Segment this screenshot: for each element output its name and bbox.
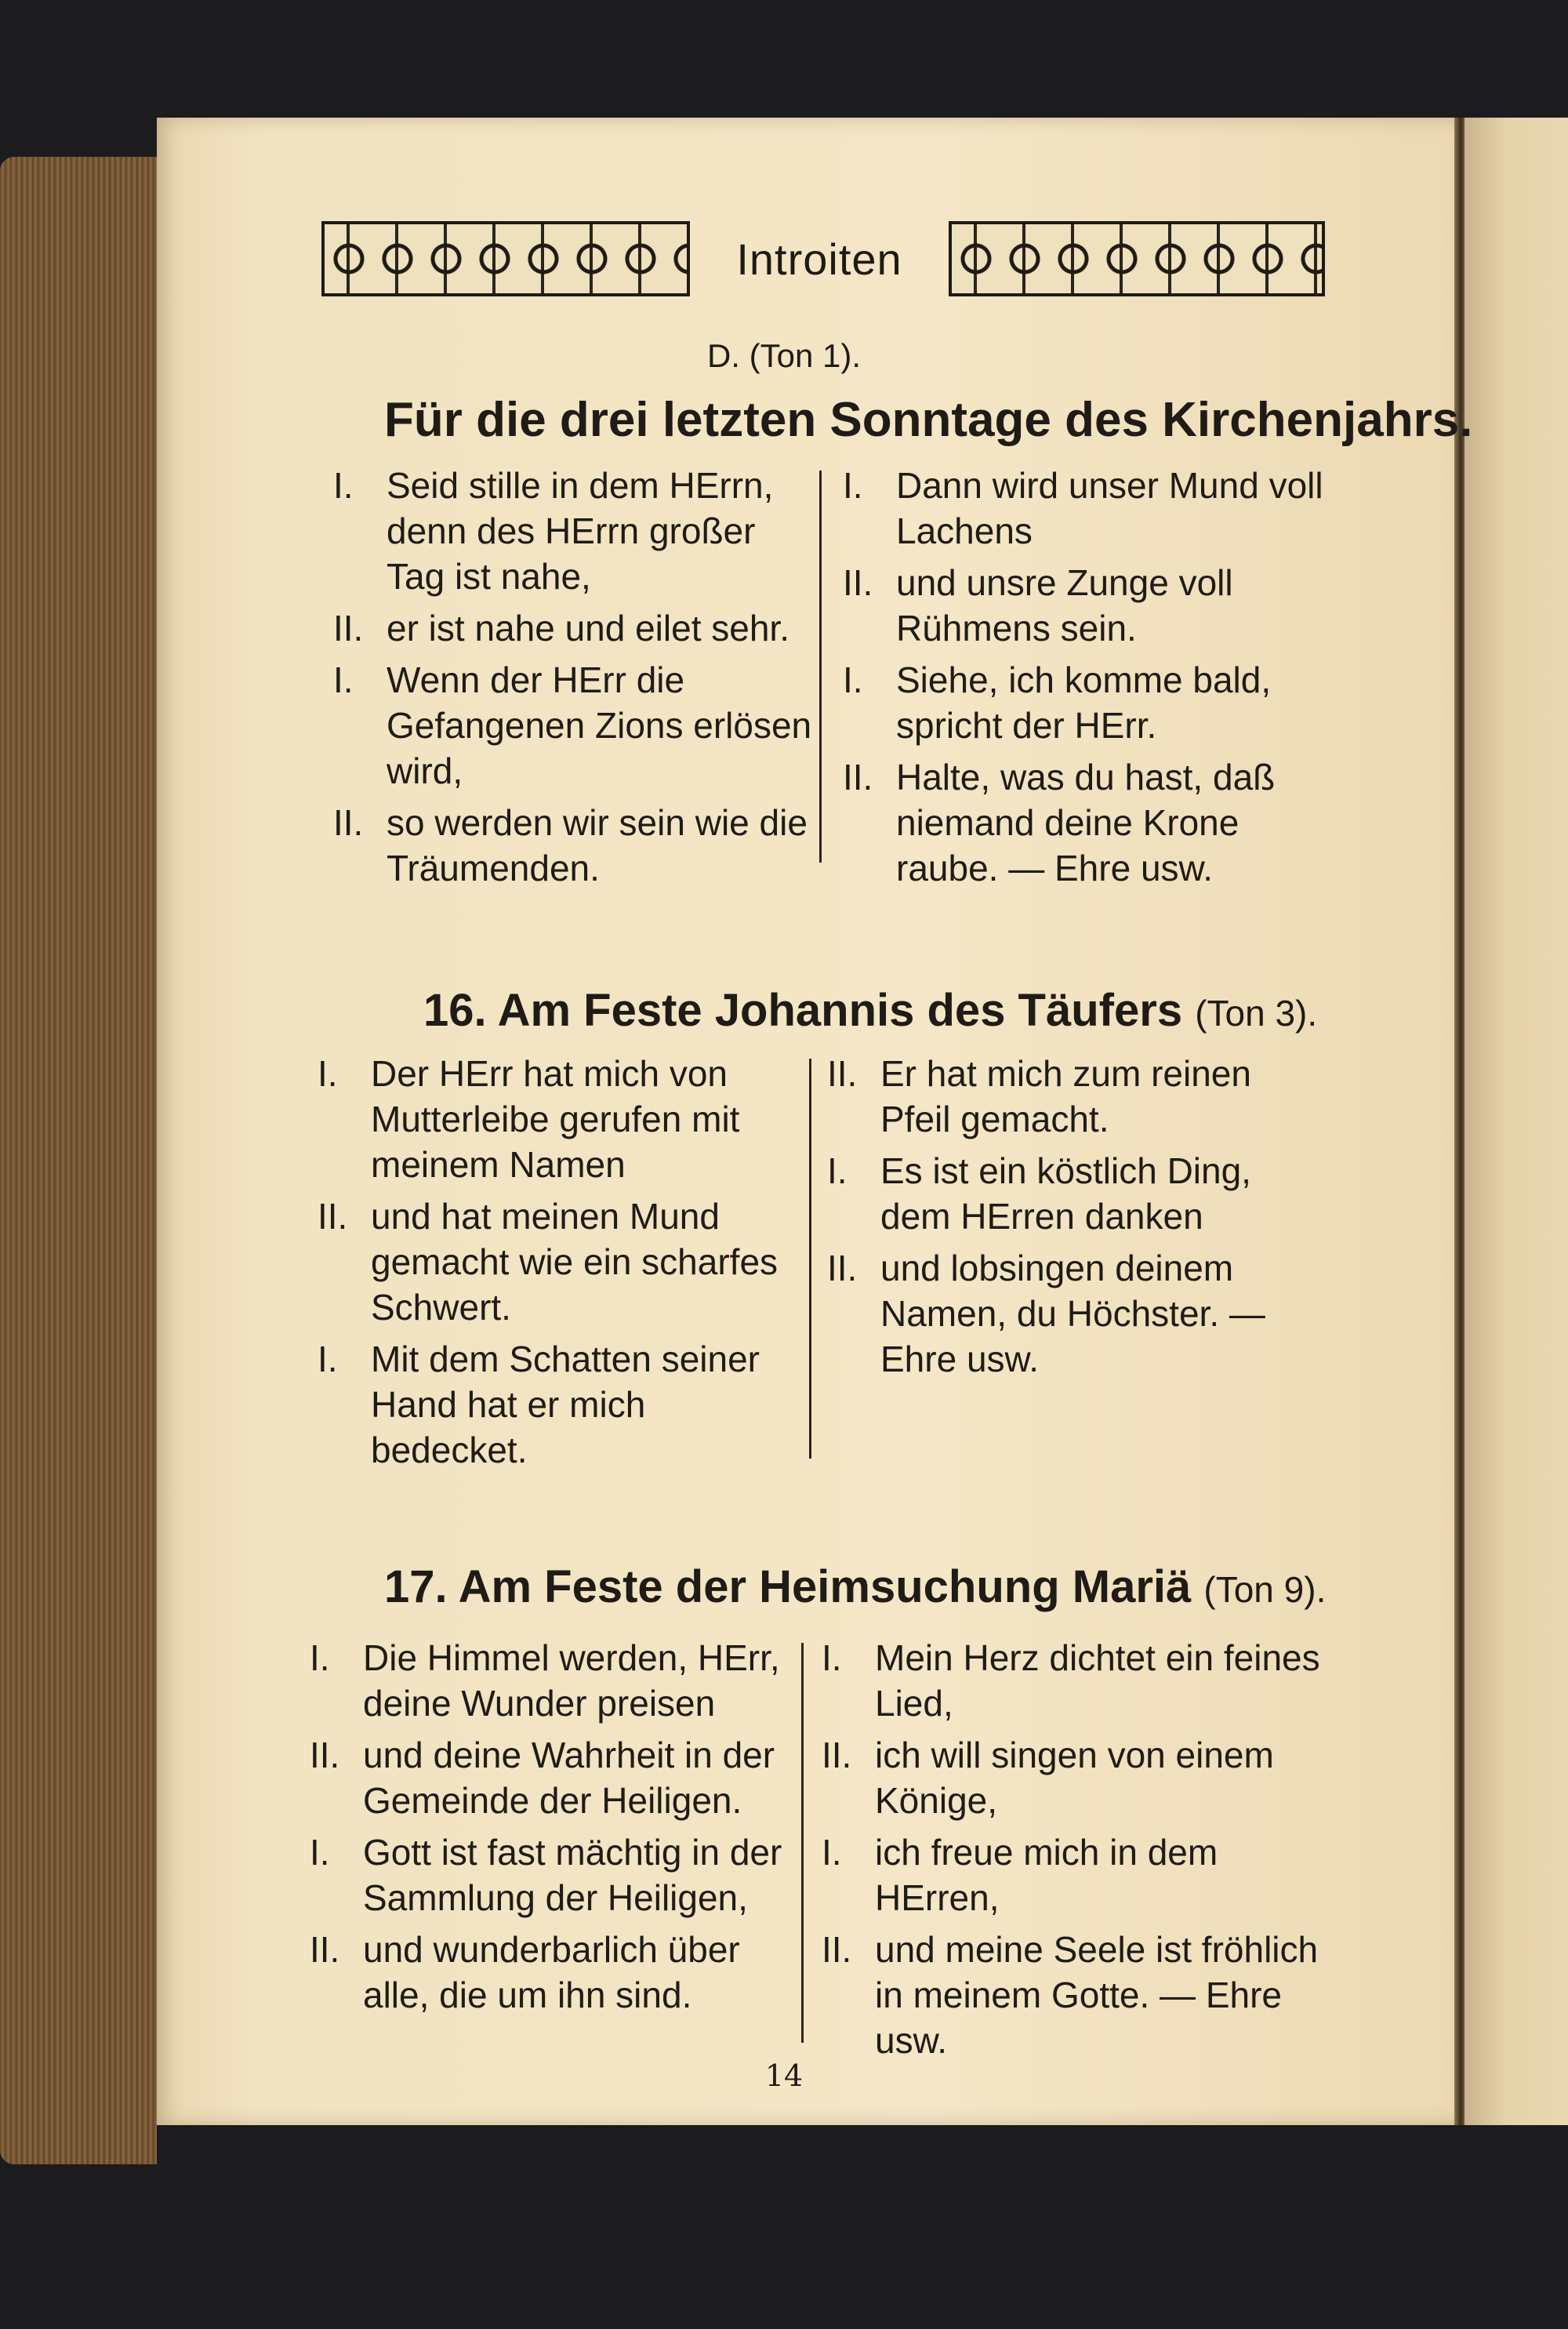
verse-line xyxy=(333,463,815,599)
column-divider xyxy=(809,1059,811,1459)
verse-line xyxy=(310,1829,796,1920)
verse-number: I. xyxy=(333,465,354,506)
verse-line xyxy=(827,1245,1321,1382)
verse-text: und meine Seele ist fröhlich in meinem Gotte. — Ehre usw. xyxy=(875,1929,1319,2061)
verse-number: II. xyxy=(310,1929,340,1970)
verse-number: I. xyxy=(318,1053,338,1094)
verse-text: Mit dem Schatten seiner Hand hat er mich bedecket. xyxy=(371,1339,760,1470)
verse-number: I. xyxy=(333,659,354,700)
column-divider xyxy=(819,471,822,863)
verse-number: II. xyxy=(822,1929,852,1970)
section16-right-column xyxy=(827,1051,1321,1388)
verse-line xyxy=(310,1927,796,2018)
verse-text: Wenn der HErr die Gefangenen Zions erlösen wird, xyxy=(387,659,812,791)
section17-title: 17. Am Feste der Heimsuchung Mariä xyxy=(384,1561,1192,1612)
verse-line xyxy=(318,1336,808,1473)
verse-text: Seid stille in dem HErrn, denn des HErrn großer Tag ist nahe, xyxy=(387,465,774,597)
verse-line xyxy=(310,1635,796,1726)
verse-line xyxy=(843,463,1329,554)
section-heading: Für die drei letzten Sonntage des Kirchenjahrs. xyxy=(384,393,1473,447)
verse-line xyxy=(318,1051,808,1187)
verse-line xyxy=(333,657,815,794)
verse-line xyxy=(318,1194,808,1330)
verse-text: und unsre Zunge voll Rühmens sein. xyxy=(896,562,1233,649)
verse-text: ich will singen von einem Könige, xyxy=(875,1735,1274,1821)
page-number: 14 xyxy=(764,2058,804,2093)
section16-left-column xyxy=(318,1051,808,1479)
column-divider xyxy=(801,1643,804,2043)
verse-number: II. xyxy=(827,1053,858,1094)
ornament-left xyxy=(321,221,690,296)
verse-number: I. xyxy=(822,1637,842,1678)
verse-line xyxy=(843,754,1329,891)
section16-heading xyxy=(423,984,1317,1037)
verse-text: Es ist ein köstlich Ding, dem HErren danken xyxy=(880,1150,1251,1237)
verse-number: II. xyxy=(822,1735,852,1775)
verse-text: ich freue mich in dem HErren, xyxy=(875,1832,1218,1918)
running-header xyxy=(321,216,1325,302)
verse-line xyxy=(822,1732,1323,1823)
verse-line xyxy=(822,1635,1323,1726)
verse-text: er ist nahe und eilet sehr. xyxy=(387,608,789,649)
verse-line xyxy=(822,1829,1323,1920)
verse-text: Er hat mich zum reinen Pfeil gemacht. xyxy=(880,1053,1251,1139)
verse-text: und hat meinen Mund gemacht wie ein scharfes Schwert. xyxy=(371,1196,779,1328)
verse-text: Dann wird unser Mund voll Lachens xyxy=(896,465,1323,551)
book-page-edges xyxy=(0,157,157,2164)
verse-number: I. xyxy=(318,1339,338,1379)
ornament-right xyxy=(949,221,1325,296)
verse-text: Halte, was du hast, daß niemand deine Krone raube. — Ehre usw. xyxy=(896,757,1276,888)
verse-text: und wunderbarlich über alle, die um ihn sind. xyxy=(363,1929,740,2015)
section17-tone: (Ton 9). xyxy=(1203,1569,1327,1610)
verse-number: I. xyxy=(843,465,863,506)
block1-right-column xyxy=(843,463,1329,897)
verse-line xyxy=(333,605,815,651)
verse-number: II. xyxy=(843,757,873,798)
verse-line xyxy=(827,1051,1321,1142)
verse-number: II. xyxy=(827,1248,858,1288)
section16-tone: (Ton 3). xyxy=(1195,993,1318,1034)
verse-line xyxy=(310,1732,796,1823)
verse-number: I. xyxy=(822,1832,842,1873)
section17-right-column xyxy=(822,1635,1323,2069)
verse-text: Gott ist fast mächtig in der Sammlung der Heiligen, xyxy=(363,1832,782,1918)
verse-number: I. xyxy=(827,1150,848,1191)
verse-text: und deine Wahrheit in der Gemeinde der Heiligen. xyxy=(363,1735,775,1821)
verse-number: I. xyxy=(843,659,863,700)
verse-number: I. xyxy=(310,1637,330,1678)
verse-number: II. xyxy=(333,802,364,843)
verse-text: so werden wir sein wie die Träumenden. xyxy=(387,802,808,888)
verse-number: I. xyxy=(310,1832,330,1873)
verse-line xyxy=(843,657,1329,748)
verse-number: II. xyxy=(310,1735,340,1775)
section16-title: 16. Am Feste Johannis des Täufers xyxy=(423,985,1183,1036)
verse-line xyxy=(822,1927,1323,2063)
header-title: Introiten xyxy=(736,234,902,284)
verse-line xyxy=(827,1148,1321,1239)
subtitle: D. (Ton 1). xyxy=(706,337,862,374)
verse-text: Der HErr hat mich von Mutterleibe gerufen mit meinem Namen xyxy=(371,1053,740,1185)
verse-text: und lobsingen deinem Namen, du Höchster. — Ehre usw. xyxy=(880,1248,1265,1379)
section17-left-column xyxy=(310,1635,796,2024)
section17-heading xyxy=(384,1561,1326,1613)
verse-line xyxy=(333,800,815,891)
verse-line xyxy=(843,560,1329,651)
facing-page-edge xyxy=(1465,118,1568,2125)
verse-text: Siehe, ich komme bald, spricht der HErr. xyxy=(896,659,1272,746)
block1-left-column xyxy=(333,463,815,897)
verse-text: Die Himmel werden, HErr, deine Wunder preisen xyxy=(363,1637,780,1724)
verse-number: II. xyxy=(843,562,873,603)
verse-number: II. xyxy=(333,608,364,649)
verse-text: Mein Herz dichtet ein feines Lied, xyxy=(875,1637,1320,1724)
verse-number: II. xyxy=(318,1196,348,1237)
